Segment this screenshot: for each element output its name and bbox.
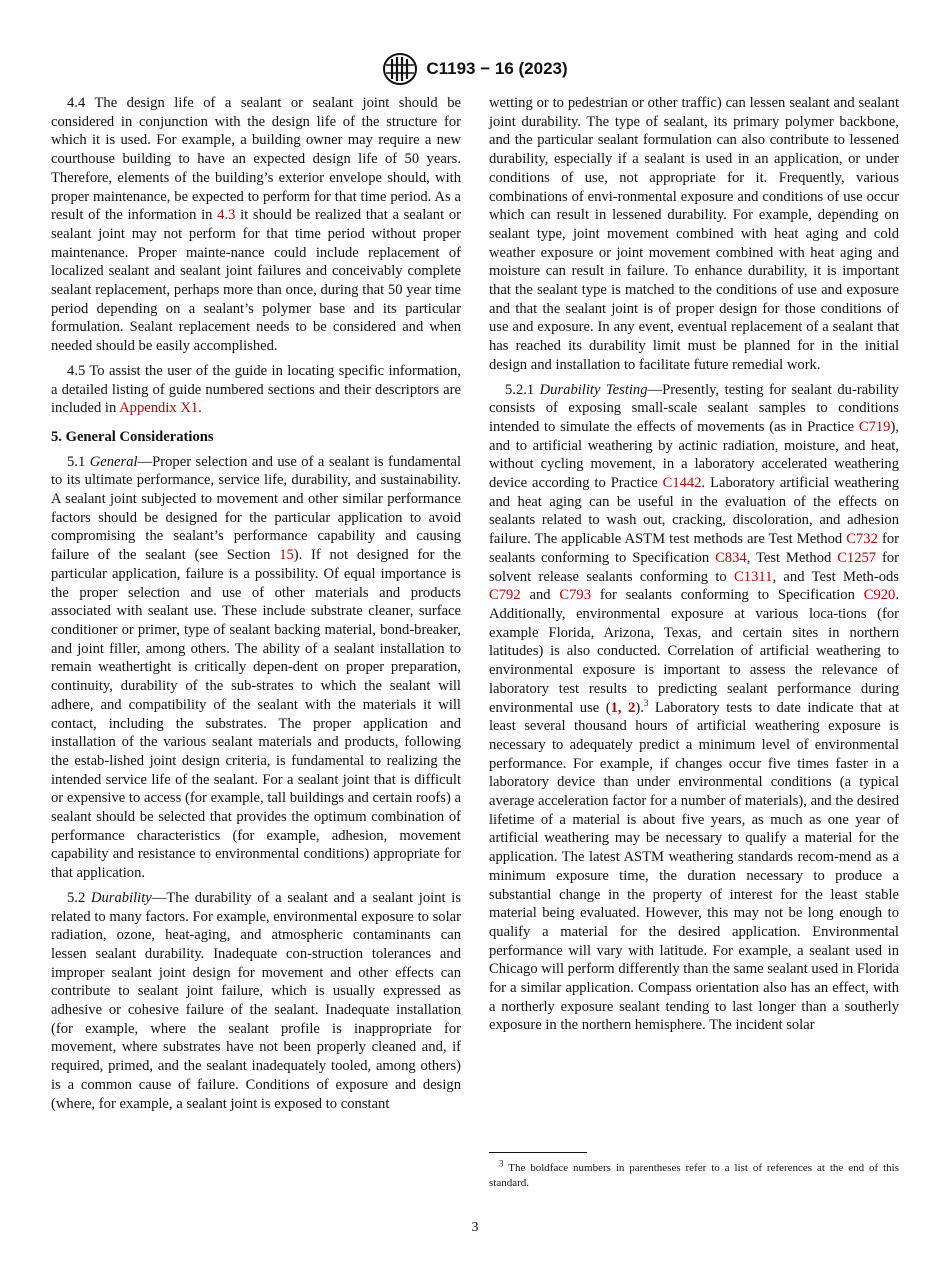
standard-link-c732[interactable]: C732 [846,531,878,548]
footnote-divider [489,1152,587,1153]
standard-link-c719[interactable]: C719 [858,418,891,435]
paragraph-4-4: 4.4 The design life of a sealant or sealant joint should be considered in conjunction with the design life of the structure for which it is used. For example, a building owner may require a new courthouse building to have an expected design life of 50 years. Therefore, elements of the building’s exterior envelope should, with proper maintenance, be expected to perform for that time period. As a result of the information in 4.3 it should be realized that a sealant or sealant joint may not perform for that time period without proper maintenance. Proper mainte-nance could include replacement of localized sealant and sealant joint failures and conceivably complete sealant replacement, perhaps more than once, during that 50 year time period depending on a sealant’s polymer base and its particular formulation. Sealant replacement needs to be considered and when needed should be easily accomplished. [51,95,461,355]
standard-link-c834[interactable]: C834 [715,549,747,566]
left-column [51,94,461,1119]
standard-link-c920[interactable]: C920 [863,587,896,604]
footnote-number: 3 [499,1158,504,1169]
standard-link-c1442[interactable]: C1442 [662,475,702,492]
astm-logo-icon [382,52,418,86]
standard-link-c793[interactable]: C793 [559,587,592,604]
reference-link-1-2[interactable]: 1, 2 [610,699,636,716]
standard-link-c792[interactable]: C792 [489,587,521,604]
paragraph-5-1: 5.1 General—Proper selection and use of a sealant is fundamental to its ultimate performance, service life, durability, and sustainability. A sealant joint subjected to movement and other similar performance factors should be designed for the particular application to avoid compromising the sealant’s performance capability and causing failure of the sealant (see Section 15). If not designed for the particular application, failure is a possibility. Of equal importance is the proper selection and use of other materials and products associated with sealant use. These include substrate cleaner, surface conditioner or primer, type of sealant backing material, bond-breaker, and joint filler, among others. The ability of a sealant installation to remain weathertight is critically depen-dent on proper preparation, continuity, durability of the sub-strates to which the sealant will adhere, and compatibility of the sealant with the materials it will contact, including the substrates. The proper application and installation of the various sealant materials and products, following the estab-lished joint design criteria, is fundamental to realizing the intended service life of the sealant. For a sealant joint that is difficult or expensive to access (for example, tall buildings and certain roofs) a sealant should be selected that provides the optimum combination of performance characteristics (for example, adhesion, movement capability and resistance to environmental conditions) appropriate for that application. [51,453,461,882]
right-column [489,94,899,1041]
footnote-marker: 3 [643,697,649,708]
paragraph-4-5: 4.5 To assist the user of the guide in locating specific information, a detailed listing of guide numbered sections and their descriptors are included in Appendix X1. [51,362,461,417]
standard-link-c1311[interactable]: C1311 [734,568,773,585]
appendix-link-x1[interactable]: Appendix X1 [119,400,199,417]
page-number: 3 [471,1220,479,1235]
page-header [0,52,950,86]
paragraph-5-2: 5.2 Durability—The durability of a sealant and a sealant joint is related to many factors. For example, environmental exposure to solar radiation, ozone, heat-aging, and atmospheric contaminants can lessen sealant durability. Inadequate con-struction tolerances and improper sealant joint design for movement and other effects can contribute to sealant joint failure, which is usually expressed as adhesive or cohesive failure of the sealant. Inadequate installation (for example, where the sealant profile is inappropriate for movement, where substrates have not been properly cleaned and, if required, primed, and the sealant inadequately tooled, among others) is a common cause of failure. Conditions of exposure and design (where, for example, a sealant joint is exposed to constant [51,889,461,1112]
footnote [489,1158,899,1191]
section-heading-5: 5. General Considerations [51,428,214,445]
section-link-15[interactable]: 15 [279,547,294,564]
section-link-4-3[interactable]: 4.3 [217,207,236,224]
footnote-text: The boldface numbers in parentheses refer to a list of references at the end of this standard. [489,1162,899,1189]
document-id: C1193 − 16 (2023) [426,59,568,78]
standard-link-c1257[interactable]: C1257 [837,549,877,566]
paragraph-5-2-1: 5.2.1 Durability Testing—Presently, testing for sealant du-rability consists of exposing small-scale sealant samples to conditions intended to simulate the effects of movements (as in Practice C719), and to artificial weathering by actinic radiation, moisture, and heat, without cycling movement, in a laboratory accelerated weathering device according to Practice C1442. Laboratory artificial weathering and heat aging can be useful in the evaluation of the effects on sealants related to wash out, cracking, discoloration, and adhesion failure. The applicable ASTM test methods are Test Method C732 for sealants conforming to Specification C834, Test Method C1257 for solvent release sealants conforming to C1311, and Test Meth-ods C792 and C793 for sealants conforming to Specification C920. Additionally, environmental exposure at various loca-tions (for example Florida, Arizona, Texas, and certain sites in northern latitudes) is also conducted. Correlation of artificial weathering to environmental exposure is important to assess the relevance of laboratory test results to predicting sealant performance during environmental use (1, 2).$^3$ Laboratory tests to date indicate that at least several thousand hours of artificial weathering exposure is necessary to adequately predict a minimum level of environmental performance. For example, if changes occur five times faster in a laboratory device than under environmental conditions (a typical average acceleration factor for a number of materials), and the desired lifetime of a material is about five years, as much as one year of artificial weathering may be necessary to qualify a material for the application. The latest ASTM weathering standards recom-mend as a minimum exposure time, the duration necessary to produce a substantial change in the property of interest for the least stable material being evaluated. However, this may not be long enough to qualify a material for the desired application. Environmental performance will vary with latitude. For example, a sealant used in Chicago will perform differently than the same sealant used in Florida for a similar application. Compass orientation also has an effect, with a northerly exposure sealant tending to last longer than a southerly exposure in the northern hemisphere. The incident solar [489,381,899,1034]
paragraph-5-2-continued: wetting or to pedestrian or other traffic) can lessen sealant and sealant joint durability. The type of sealant, its primary polymer backbone, and the particular sealant formulation can also contribute to lessened durability, especially if a sealant is used in an application, or under conditions of use, not appropriate for it. Frequently, various combinations of envi-ronmental exposure and conditions of use occur which can result in lessened durability. For example, depending on sealant type, joint movement combined with heat aging and cold weather exposure or joint movement combined with heat aging and moisture can result in failure. To enhance durability, it is important that the sealant type is matched to the conditions of use and exposure and that the sealant joint is of proper design for those conditions of use and exposure. In any event, eventual replacement of a sealant that has reached its durability limit must be planned for in the initial design and installation to facilitate future remedial work. [489,95,899,373]
